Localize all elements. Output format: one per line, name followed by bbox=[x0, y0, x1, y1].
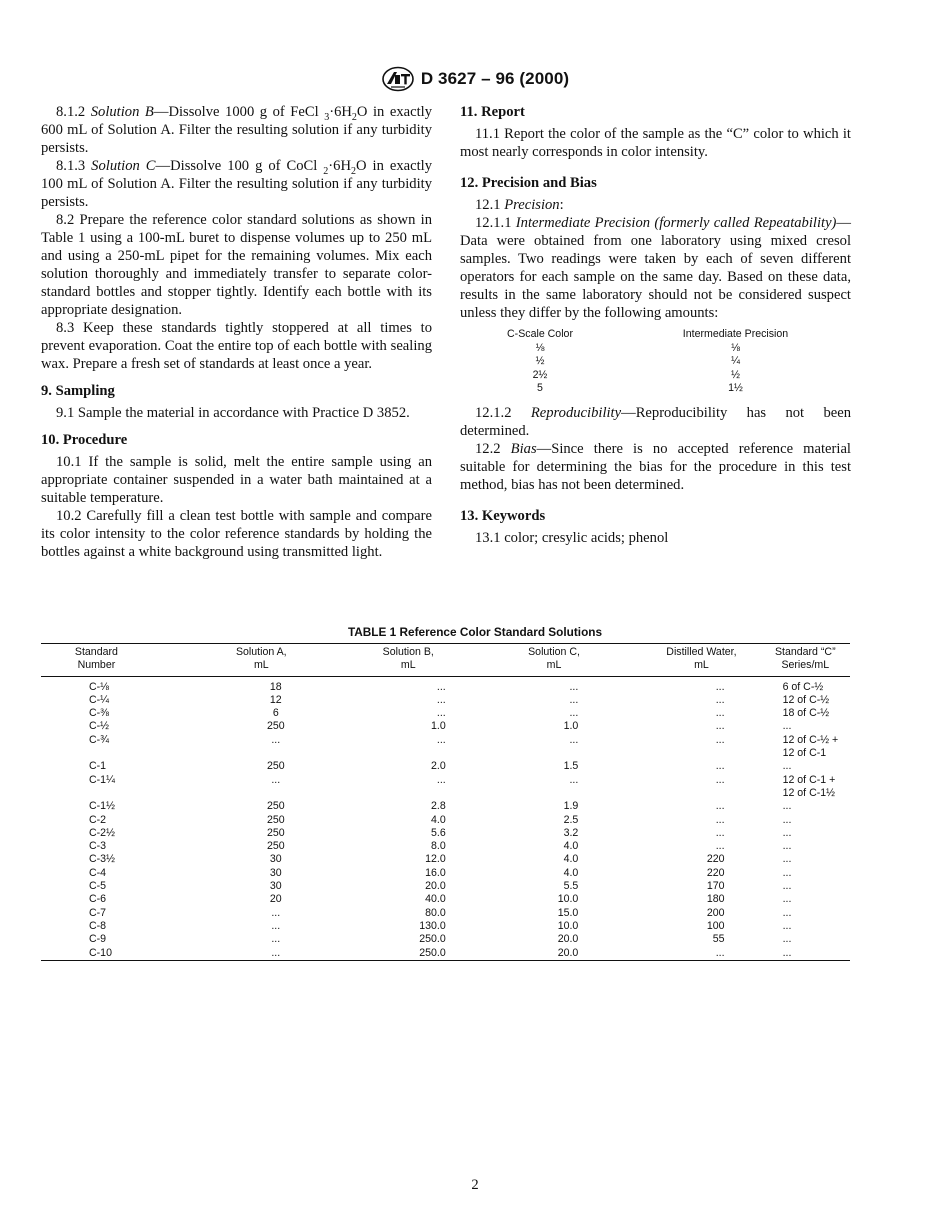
table-cell: 20.0 bbox=[557, 946, 579, 959]
table-cell: ... bbox=[715, 946, 725, 959]
table-cell: 3.2 bbox=[563, 826, 579, 839]
table-cell: 250 bbox=[266, 720, 285, 733]
table-cell: 4.0 bbox=[563, 840, 579, 853]
paragraph-9-1: 9.1 Sample the material in accordance with Practice D 3852. bbox=[56, 405, 410, 421]
table-row: ½ ¼ bbox=[535, 355, 740, 367]
table-cell: 18 bbox=[269, 680, 282, 693]
table-cell: ... bbox=[782, 919, 792, 932]
table-cell: ... bbox=[782, 906, 792, 919]
table-cell: ... bbox=[436, 707, 446, 720]
table-cell: 2.5 bbox=[563, 813, 579, 826]
table-cell: ... bbox=[271, 919, 281, 932]
paragraph-10-1: 10.1 If the sample is solid, melt the entire sample using an appropriate container suspended in a water bath maintained at a suitable temperature. bbox=[41, 454, 432, 506]
table-cell: 12.0 bbox=[425, 853, 446, 866]
table-cell: 10.0 bbox=[557, 893, 579, 906]
table-row: ⅛ ⅛ bbox=[535, 341, 740, 354]
table-cell: 250 bbox=[266, 826, 285, 839]
table-cell: 12 of C-½ bbox=[782, 693, 830, 706]
table-caption: TABLE 1 Reference Color Standard Solutions bbox=[347, 625, 603, 639]
table-cell: 8.0 bbox=[431, 840, 446, 853]
table-cell: 1.0 bbox=[431, 720, 446, 733]
table-cell: ... bbox=[271, 773, 281, 786]
table-cell: C-1 bbox=[89, 760, 107, 773]
paragraph-11-1: 11.1 Report the color of the sample as the “C” color to which it most nearly corresponds in color intensity. bbox=[460, 126, 851, 160]
table-cell: ... bbox=[782, 760, 792, 773]
table-cell: 30 bbox=[269, 866, 282, 879]
table-cell: 4.0 bbox=[563, 853, 579, 866]
table-cell: ... bbox=[271, 733, 281, 746]
table-cell: ... bbox=[782, 946, 792, 959]
column-header-solution-b: Solution B, mL bbox=[301, 644, 446, 677]
table-cell: C-7 bbox=[89, 906, 107, 919]
table-row bbox=[41, 853, 850, 866]
paragraph-13-1: 13.1 color; cresylic acids; phenol bbox=[475, 529, 669, 546]
table-cell: 220 bbox=[706, 853, 725, 866]
table-cell: C-9 bbox=[89, 933, 107, 946]
table-row bbox=[41, 880, 850, 893]
table-cell: ... bbox=[715, 800, 725, 813]
table-cell: C-6 bbox=[89, 893, 107, 906]
paragraph-8-1-2: 8.1.2 Solution B—Dissolve 1000 g of FeCl $_3\cdot 6H_2O$ in exactly 600 mL of Solution A. Filter the resulting solution if any turbidity persists. bbox=[41, 104, 433, 156]
table-cell: 250.0 bbox=[419, 946, 446, 959]
table-cell: ... bbox=[782, 800, 792, 813]
table-row bbox=[41, 676, 850, 694]
table-cell: ... bbox=[436, 733, 446, 746]
table-cell: 2.0 bbox=[431, 760, 446, 773]
table-cell: 6 of C-½ bbox=[782, 680, 824, 693]
table-cell: 20 bbox=[269, 893, 282, 906]
precision-header-value: Intermediate Precision bbox=[682, 328, 789, 340]
table-cell: 5.5 bbox=[563, 880, 579, 893]
table-cell: C-⅛ bbox=[89, 680, 110, 693]
table-cell: C-¾ bbox=[89, 733, 110, 746]
table-cell: ... bbox=[271, 946, 281, 959]
table-row bbox=[41, 760, 850, 773]
table-body bbox=[41, 676, 850, 960]
table-cell: 4.0 bbox=[563, 866, 579, 879]
table-cell: 55 bbox=[712, 933, 725, 946]
table-row bbox=[41, 933, 850, 946]
table-cell: ... bbox=[715, 760, 725, 773]
reference-color-table bbox=[41, 643, 850, 961]
table-cell: C-10 bbox=[89, 946, 112, 959]
table-cell: ... bbox=[271, 906, 281, 919]
table-row bbox=[41, 774, 850, 801]
table-cell: ... bbox=[715, 680, 725, 693]
paragraph-12-1-2: 12.1.2 Reproducibility—Reproducibility has not been determined. bbox=[460, 404, 851, 439]
paragraph-8-1-3: 8.1.3 Solution C—Dissolve 100 g of CoCl $_2\cdot 6H_2O$ in exactly 100 mL of Solution A. Filter the resulting solution if any turbidity persists. bbox=[41, 158, 432, 210]
table-cell: 12 of C-1 + 12 of C-1½ bbox=[782, 773, 836, 799]
page-header bbox=[0, 66, 950, 97]
right-column bbox=[460, 103, 851, 547]
table-cell: ... bbox=[715, 773, 725, 786]
astm-logo-icon bbox=[381, 66, 415, 92]
column-header-distilled-water: Distilled Water, mL bbox=[592, 644, 740, 677]
table-cell: 250 bbox=[266, 800, 285, 813]
table-cell: ... bbox=[436, 693, 446, 706]
table-cell: 20.0 bbox=[557, 933, 579, 946]
column-header-solution-c: Solution C, mL bbox=[446, 644, 593, 677]
table-cell: ... bbox=[715, 693, 725, 706]
paragraph-12-1-1: 12.1.1 Intermediate Precision (formerly called Repeatability)—Data were obtained from one laboratory using mixed cresol samples. Two readings were taken by each of seven different operators for each sample on the same day. Based on these data, results in the same laboratory should not be considered suspect unless they differ by the following amounts: bbox=[460, 215, 851, 321]
table-cell: ... bbox=[782, 880, 792, 893]
table-cell: 30 bbox=[269, 853, 282, 866]
table-cell: 250.0 bbox=[419, 933, 446, 946]
table-cell: ... bbox=[782, 866, 792, 879]
table-row bbox=[41, 734, 850, 761]
section-heading-report: 11. Report bbox=[460, 104, 525, 120]
table-cell: 170 bbox=[706, 880, 725, 893]
paragraph-12-1: 12.1 Precision: bbox=[475, 197, 564, 213]
table-cell: ... bbox=[715, 707, 725, 720]
table-cell: ... bbox=[782, 840, 792, 853]
left-column bbox=[41, 103, 432, 561]
table-cell: 100 bbox=[706, 919, 725, 932]
document-designation: D 3627 – 96 (2000) bbox=[420, 69, 570, 88]
table-cell: C-2½ bbox=[89, 826, 115, 839]
column-header-standard-number: Standard Number bbox=[41, 644, 152, 677]
table-row bbox=[41, 814, 850, 827]
table-row bbox=[41, 920, 850, 933]
table-cell: ... bbox=[271, 933, 281, 946]
table-cell: 40.0 bbox=[425, 893, 446, 906]
table-row bbox=[41, 694, 850, 707]
table-cell: 250 bbox=[266, 813, 285, 826]
table-row bbox=[41, 893, 850, 906]
table-cell: ... bbox=[569, 680, 579, 693]
table-cell: 4.0 bbox=[431, 813, 446, 826]
table-cell: 1.0 bbox=[563, 720, 579, 733]
table-cell: 30 bbox=[269, 880, 282, 893]
table-cell: 18 of C-½ bbox=[782, 707, 830, 720]
table-cell: ... bbox=[782, 853, 792, 866]
table-row bbox=[41, 707, 850, 720]
table-cell: C-¼ bbox=[89, 693, 110, 706]
table-cell: ... bbox=[715, 733, 725, 746]
table-cell: 130.0 bbox=[419, 919, 446, 932]
table-row bbox=[41, 867, 850, 880]
table-cell: ... bbox=[715, 720, 725, 733]
table-cell: 1.5 bbox=[563, 760, 579, 773]
table-cell: ... bbox=[782, 933, 792, 946]
table-row bbox=[41, 907, 850, 920]
table-cell: C-8 bbox=[89, 919, 107, 932]
table-cell: C-1½ bbox=[89, 800, 115, 813]
table-cell: C-1¼ bbox=[89, 773, 115, 786]
table-cell: C-3½ bbox=[89, 853, 115, 866]
table-cell: ... bbox=[782, 826, 792, 839]
table-cell: ... bbox=[715, 826, 725, 839]
column-header-standard-c-series: Standard “C” Series/mL bbox=[741, 644, 850, 677]
table-cell: ... bbox=[569, 773, 579, 786]
precision-header-color: C-Scale Color bbox=[507, 328, 573, 340]
table-cell: 15.0 bbox=[557, 906, 579, 919]
page-number: 2 bbox=[471, 1177, 479, 1193]
column-header-solution-a: Solution A, mL bbox=[152, 644, 301, 677]
paragraph-8-3: 8.3 Keep these standards tightly stoppered at all times to prevent evaporation. Coat the entire top of each bottle with sealing wax. Prepare a fresh set of standards at least once a year. bbox=[41, 320, 432, 372]
table-cell: ... bbox=[782, 720, 792, 733]
table-cell: ... bbox=[715, 813, 725, 826]
table-row bbox=[41, 800, 850, 813]
paragraph-8-2: 8.2 Prepare the reference color standard solutions as shown in Table 1 using a 100-mL buret to dispense volumes up to 250 mL and using a 250-mL pipet for the remaining volumes. Mix each solution thoroughly and immediately transfer to separate color-standard bottles and stopper tightly. Identify each bottle with its appropriate designation. bbox=[41, 212, 432, 318]
table-cell: 180 bbox=[706, 893, 725, 906]
table-cell: 250 bbox=[266, 840, 285, 853]
paragraph-12-2: 12.2 Bias—Since there is no accepted reference material suitable for determining the bias for the procedure in this test method, bias has not been determined. bbox=[460, 440, 851, 493]
table-cell: 250 bbox=[266, 760, 285, 773]
paragraph-10-2: 10.2 Carefully fill a clean test bottle with sample and compare its color intensity to the color reference standards by holding the bottles against a white background using transmitted light. bbox=[41, 508, 432, 560]
table-cell: ... bbox=[569, 693, 579, 706]
table-cell: 12 bbox=[269, 693, 282, 706]
table-row bbox=[41, 720, 850, 733]
table-cell: ... bbox=[569, 733, 579, 746]
table-cell: 80.0 bbox=[425, 906, 446, 919]
table-cell: 6 bbox=[272, 707, 279, 720]
table-row bbox=[41, 827, 850, 840]
section-heading-procedure: 10. Procedure bbox=[41, 432, 128, 448]
table-cell: 220 bbox=[706, 866, 725, 879]
table-cell: 1.9 bbox=[563, 800, 579, 813]
table-cell: 5.6 bbox=[431, 826, 446, 839]
table-cell: C-3 bbox=[89, 840, 107, 853]
table-cell: ... bbox=[436, 773, 446, 786]
table-cell: 20.0 bbox=[425, 880, 446, 893]
table-cell: ... bbox=[436, 680, 446, 693]
table-row bbox=[41, 947, 850, 961]
table-cell: ... bbox=[715, 840, 725, 853]
table-cell: 10.0 bbox=[557, 919, 579, 932]
table-row bbox=[41, 840, 850, 853]
table-cell: ... bbox=[782, 813, 792, 826]
table-cell: 200 bbox=[706, 906, 725, 919]
table-cell: 12 of C-½ + 12 of C-1 bbox=[782, 733, 839, 760]
table-row: 5 1½ bbox=[537, 382, 743, 394]
table-cell: C-⅜ bbox=[89, 707, 110, 720]
table-cell: ... bbox=[782, 893, 792, 906]
table-row: 2½ ½ bbox=[532, 368, 740, 381]
section-heading-precision-bias: 12. Precision and Bias bbox=[460, 175, 597, 191]
table-cell: C-2 bbox=[89, 813, 107, 826]
precision-table bbox=[460, 328, 851, 396]
section-heading-keywords: 13. Keywords bbox=[460, 507, 546, 524]
section-heading-sampling: 9. Sampling bbox=[41, 383, 115, 399]
table-cell: 16.0 bbox=[425, 866, 446, 879]
table-cell: C-5 bbox=[89, 880, 107, 893]
table-cell: ... bbox=[569, 707, 579, 720]
table-cell: 2.8 bbox=[431, 800, 446, 813]
table-cell: C-½ bbox=[89, 720, 110, 733]
table-cell: C-4 bbox=[89, 866, 107, 879]
